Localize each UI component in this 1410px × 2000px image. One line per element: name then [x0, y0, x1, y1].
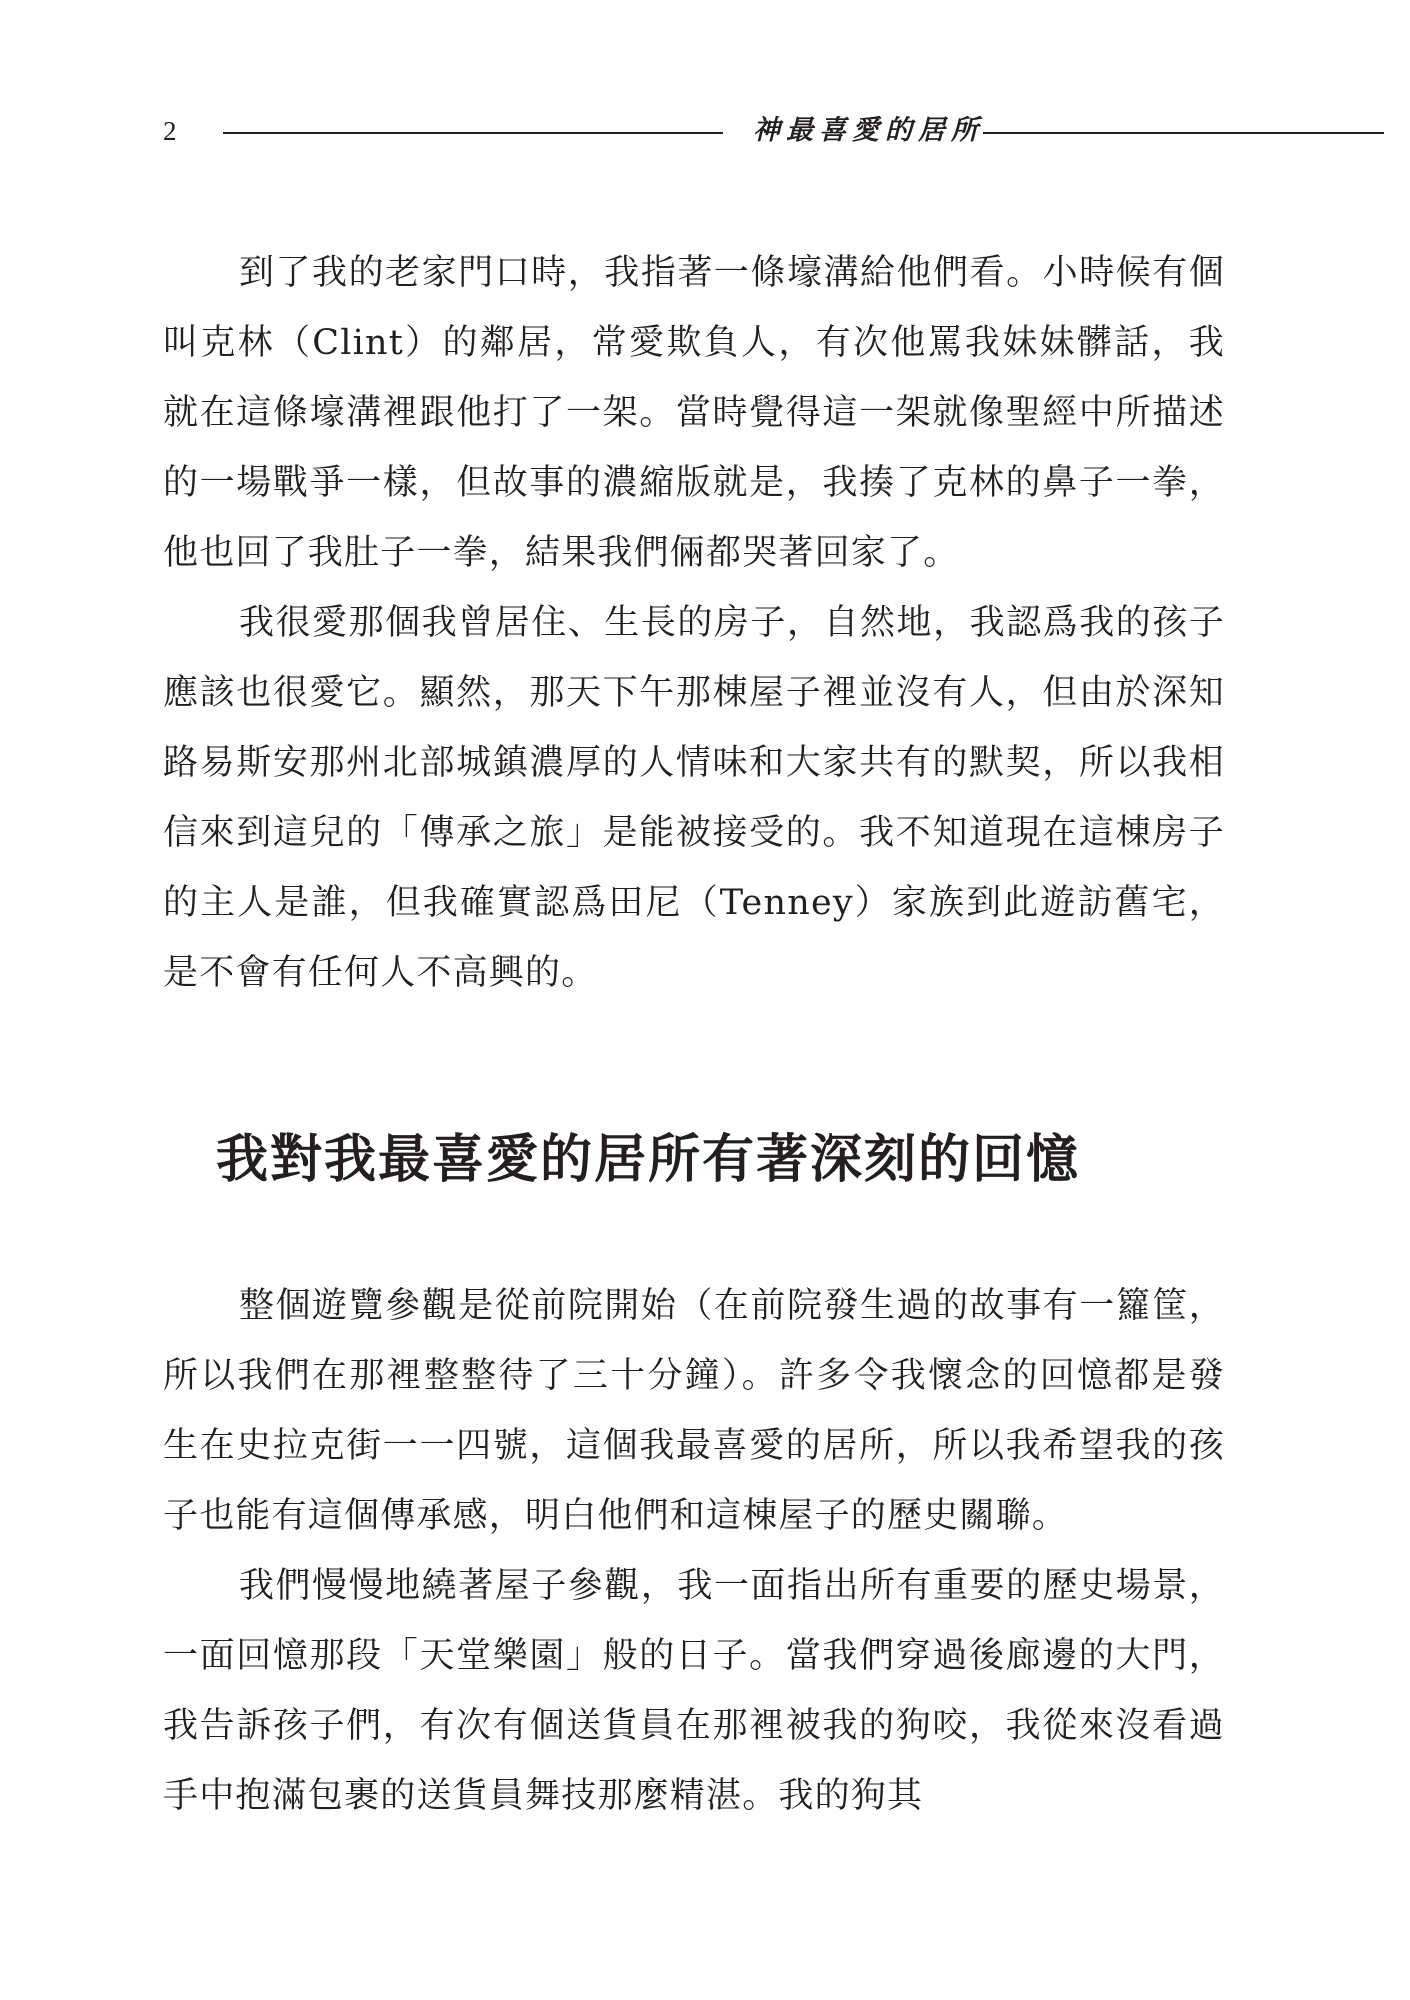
header-rule-right [983, 132, 1384, 134]
paragraph-front-yard: 整個遊覽參觀是從前院開始（在前院發生過的故事有一籮筐，所以我們在那裡整整待了三十分鐘）。許多令我懷念的回憶都是發生在史拉克街一一四號，這個我最喜愛的居所，所以我希望我的孩子也能有這個傳承感，明白他們和這棟屋子的歷史關聯。 [163, 1286, 1225, 1536]
paragraph-ditch-story: 到了我的老家門口時，我指著一條壕溝給他們看。小時候有個叫克林（Clint）的鄰居，常愛欺負人，有次他罵我妹妹髒話，我就在這條壕溝裡跟他打了一架。當時覺得這一架就像聖經中所描述的一場戰爭一樣，但故事的濃縮版就是，我揍了克林的鼻子一拳，他也回了我肚子一拳，結果我們倆都哭著回家了。 [163, 253, 1225, 573]
section-memories [163, 1271, 1225, 1831]
running-title: 神最喜愛的居所 [753, 115, 984, 146]
running-header [163, 110, 1224, 154]
paragraph-walk-around: 我們慢慢地繞著屋子參觀，我一面指出所有重要的歷史場景，一面回憶那段「天堂樂園」般的日子。當我們穿過後廊邊的大門，我告訴孩子們，有次有個送貨員在那裡被我的狗咬，我從來沒看過手中抱滿包裹的送貨員舞技那麼精湛。我的狗其 [163, 1566, 1225, 1816]
section-heading: 我對我最喜愛的居所有著深刻的回憶 [216, 1130, 1081, 1190]
paragraph-heritage-tour: 我很愛那個我曾居住、生長的房子，自然地，我認爲我的孩子應該也很愛它。顯然，那天下午那棟屋子裡並沒有人，但由於深知路易斯安那州北部城鎮濃厚的人情味和大家共有的默契，所以我相信來到這兒的「傳承之旅」是能被接受的。我不知道現在這棟房子的主人是誰，但我確實認爲田尼（Tenney）家族到此遊訪舊宅，是不會有任何人不高興的。 [163, 603, 1225, 993]
section-opening [163, 238, 1225, 1008]
page-number: 2 [163, 116, 177, 146]
header-rule-left [223, 132, 723, 134]
